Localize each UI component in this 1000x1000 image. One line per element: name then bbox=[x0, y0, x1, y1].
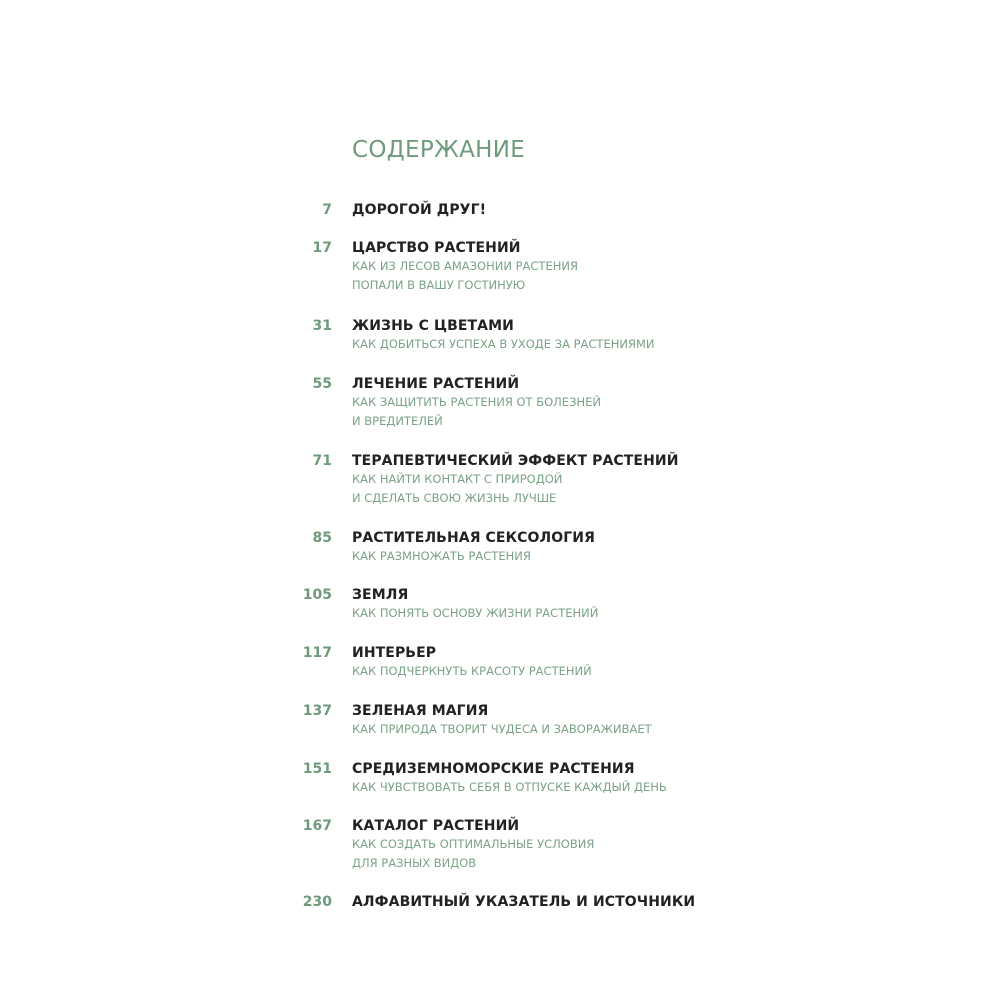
toc-subtitle-line: КАК ДОБИТЬСЯ УСПЕХА В УХОДЕ ЗА РАСТЕНИЯМИ bbox=[352, 337, 655, 351]
toc-page-number: 151 bbox=[302, 761, 332, 777]
toc-heading: ЦАРСТВО РАСТЕНИЙ bbox=[352, 240, 521, 256]
toc-subtitle bbox=[352, 547, 531, 566]
toc-subtitle bbox=[352, 835, 594, 873]
toc-heading: ИНТЕРЬЕР bbox=[352, 645, 437, 661]
toc-subtitle-line: КАК ПРИРОДА ТВОРИТ ЧУДЕСА И ЗАВОРАЖИВАЕТ bbox=[352, 722, 652, 736]
toc-heading: ЛЕЧЕНИЕ РАСТЕНИЙ bbox=[352, 376, 520, 392]
toc-subtitle-line: КАК ИЗ ЛЕСОВ АМАЗОНИИ РАСТЕНИЯ bbox=[352, 259, 578, 273]
toc-subtitle bbox=[352, 778, 667, 797]
toc-subtitle-line: ПОПАЛИ В ВАШУ ГОСТИНУЮ bbox=[352, 278, 526, 292]
toc-subtitle bbox=[352, 470, 562, 508]
toc-page-number: 167 bbox=[302, 818, 332, 834]
toc-subtitle bbox=[352, 604, 598, 623]
toc-page-number: 71 bbox=[312, 453, 332, 469]
toc-subtitle-line: КАК ПОНЯТЬ ОСНОВУ ЖИЗНИ РАСТЕНИЙ bbox=[352, 606, 599, 620]
page-title: СОДЕРЖАНИЕ bbox=[352, 137, 526, 163]
toc-page-number: 85 bbox=[312, 530, 332, 546]
toc-subtitle-line: КАК ЗАЩИТИТЬ РАСТЕНИЯ ОТ БОЛЕЗНЕЙ bbox=[352, 395, 601, 409]
toc-heading: ДОРОГОЙ ДРУГ! bbox=[352, 202, 487, 218]
toc-page-number: 230 bbox=[302, 894, 332, 910]
toc-subtitle-line: КАК РАЗМНОЖАТЬ РАСТЕНИЯ bbox=[352, 549, 531, 563]
toc-subtitle-line: ДЛЯ РАЗНЫХ ВИДОВ bbox=[352, 856, 477, 870]
toc-page-number: 31 bbox=[312, 318, 332, 334]
toc-heading: СРЕДИЗЕМНОМОРСКИЕ РАСТЕНИЯ bbox=[352, 761, 635, 777]
toc-subtitle-line: КАК ПОДЧЕРКНУТЬ КРАСОТУ РАСТЕНИЙ bbox=[352, 664, 592, 678]
toc-heading: ЗЕМЛЯ bbox=[352, 587, 409, 603]
toc-subtitle bbox=[352, 257, 578, 295]
toc-heading: ЗЕЛЕНАЯ МАГИЯ bbox=[352, 703, 489, 719]
toc-subtitle-line: И ВРЕДИТЕЛЕЙ bbox=[352, 414, 443, 428]
toc-subtitle-line: КАК НАЙТИ КОНТАКТ С ПРИРОДОЙ bbox=[352, 472, 563, 486]
toc-page-number: 55 bbox=[312, 376, 332, 392]
toc-subtitle-line: КАК ЧУВСТВОВАТЬ СЕБЯ В ОТПУСКЕ КАЖДЫЙ ДЕНЬ bbox=[352, 780, 667, 794]
toc-subtitle bbox=[352, 662, 592, 681]
toc-heading: РАСТИТЕЛЬНАЯ СЕКСОЛОГИЯ bbox=[352, 530, 595, 546]
toc-heading: ТЕРАПЕВТИЧЕСКИЙ ЭФФЕКТ РАСТЕНИЙ bbox=[352, 453, 679, 469]
toc-page-number: 117 bbox=[302, 645, 332, 661]
toc-subtitle bbox=[352, 393, 601, 431]
toc-page-number: 17 bbox=[312, 240, 332, 256]
toc-page-number: 7 bbox=[322, 202, 332, 218]
toc-heading: КАТАЛОГ РАСТЕНИЙ bbox=[352, 818, 520, 834]
toc-heading: АЛФАВИТНЫЙ УКАЗАТЕЛЬ И ИСТОЧНИКИ bbox=[352, 894, 696, 910]
toc-subtitle bbox=[352, 335, 655, 354]
toc-subtitle-line: КАК СОЗДАТЬ ОПТИМАЛЬНЫЕ УСЛОВИЯ bbox=[352, 837, 595, 851]
toc-subtitle bbox=[352, 720, 652, 739]
toc-heading: ЖИЗНЬ С ЦВЕТАМИ bbox=[352, 318, 514, 334]
toc-page-number: 105 bbox=[302, 587, 332, 603]
toc-subtitle-line: И СДЕЛАТЬ СВОЮ ЖИЗНЬ ЛУЧШЕ bbox=[352, 491, 557, 505]
toc-page-number: 137 bbox=[302, 703, 332, 719]
